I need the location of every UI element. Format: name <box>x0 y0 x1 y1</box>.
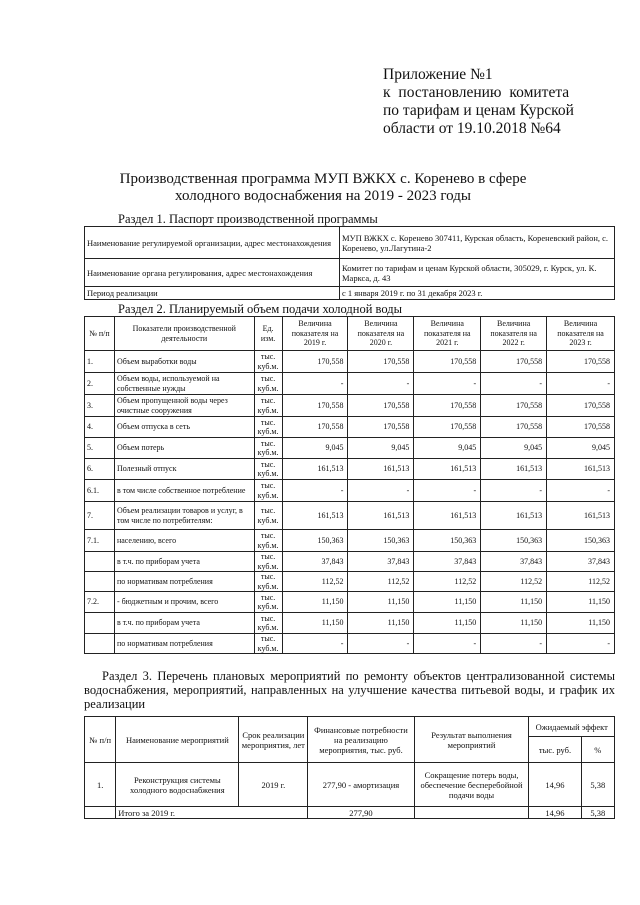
volume-row-unit: тыс. куб.м. <box>254 373 282 395</box>
passport-value: МУП ВЖКХ с. Коренево 307411, Курская область, Кореневский район, с. Коренево, ул.Лагутина-2 <box>340 227 615 259</box>
measures-total-label: Итого за 2019 г. <box>116 807 308 819</box>
volume-row-value: 9,045 <box>414 438 481 459</box>
volume-row-value: 37,843 <box>547 552 615 572</box>
volume-row-num: 7. <box>85 502 115 530</box>
volume-row-value: 112,52 <box>481 572 547 592</box>
volume-row-name: Объем реализации товаров и услуг, в том числе по потребителям: <box>114 502 254 530</box>
volume-row <box>85 417 615 438</box>
volume-row-value: - <box>414 634 481 654</box>
volume-row <box>85 438 615 459</box>
volume-row-num: 7.1. <box>85 530 115 552</box>
volume-row-value: 161,513 <box>547 502 615 530</box>
volume-row-value: 150,363 <box>348 530 414 552</box>
volume-row-unit: тыс. куб.м. <box>254 634 282 654</box>
volume-row-value: 170,558 <box>282 417 348 438</box>
passport-label: Период реализации <box>85 287 340 300</box>
passport-label: Наименование регулируемой организации, адрес местонахождения <box>85 227 340 259</box>
passport-row <box>85 287 615 300</box>
volume-row-unit: тыс. куб.м. <box>254 395 282 417</box>
volume-row-value: 11,150 <box>414 592 481 613</box>
volume-row-value: - <box>547 634 615 654</box>
measures-row <box>85 763 615 807</box>
volume-header-cell: Величина показателя на 2019 г. <box>282 317 348 351</box>
volume-row-value: 161,513 <box>481 459 547 480</box>
volume-row-value: - <box>282 373 348 395</box>
volume-row <box>85 572 615 592</box>
volume-row-value: 161,513 <box>481 502 547 530</box>
measures-num: 1. <box>85 763 116 807</box>
volume-row-num <box>85 613 115 634</box>
volume-row-value: 170,558 <box>547 417 615 438</box>
volume-row-name: в т.ч. по приборам учета <box>114 552 254 572</box>
volume-row-value: 11,150 <box>348 613 414 634</box>
measures-header-pct: % <box>581 737 614 763</box>
volume-row-value: 11,150 <box>348 592 414 613</box>
volume-header-cell: Показатели производственной деятельности <box>114 317 254 351</box>
measures-total-empty <box>85 807 116 819</box>
measures-header-name: Наименование мероприятий <box>116 717 239 763</box>
volume-row-name: - бюджетным и прочим, всего <box>114 592 254 613</box>
volume-row-name: Объем выработки воды <box>114 351 254 373</box>
volume-row <box>85 592 615 613</box>
volume-row <box>85 502 615 530</box>
volume-row-value: 37,843 <box>481 552 547 572</box>
volume-row-name: населению, всего <box>114 530 254 552</box>
volume-header-cell: Величина показателя на 2021 г. <box>414 317 481 351</box>
volume-row-num: 7.2. <box>85 592 115 613</box>
volume-row-unit: тыс. куб.м. <box>254 480 282 502</box>
volume-row-num: 5. <box>85 438 115 459</box>
volume-row-name: Объем отпуска в сеть <box>114 417 254 438</box>
volume-row-value: 11,150 <box>547 592 615 613</box>
volume-row-name: в том числе собственное потребление <box>114 480 254 502</box>
volume-row-value: 112,52 <box>348 572 414 592</box>
passport-row <box>85 227 615 259</box>
passport-value: Комитет по тарифам и ценам Курской области, 305029, г. Курск, ул. К. Маркса, д. 43 <box>340 259 615 287</box>
volume-row <box>85 634 615 654</box>
volume-row-value: 11,150 <box>414 613 481 634</box>
passport-value: с 1 января 2019 г. по 31 декабря 2023 г. <box>340 287 615 300</box>
measures-term: 2019 г. <box>239 763 308 807</box>
volume-row-num: 2. <box>85 373 115 395</box>
volume-row-value: 11,150 <box>481 613 547 634</box>
volume-row-value: 170,558 <box>481 417 547 438</box>
volume-row-value: 161,513 <box>414 459 481 480</box>
volume-row-value: 170,558 <box>414 417 481 438</box>
volume-row-value: - <box>414 480 481 502</box>
volume-row-unit: тыс. куб.м. <box>254 351 282 373</box>
volume-row-value: 170,558 <box>282 395 348 417</box>
volume-header-cell: Величина показателя на 2023 г. <box>547 317 615 351</box>
volume-row-name: Объем пропущенной воды через очистные сооружения <box>114 395 254 417</box>
volume-row-value: - <box>547 480 615 502</box>
appendix-line-1: Приложение №1 <box>383 66 493 83</box>
volume-row-value: 11,150 <box>282 592 348 613</box>
volume-row-value: 170,558 <box>348 351 414 373</box>
volume-row <box>85 373 615 395</box>
volume-row-num <box>85 634 115 654</box>
volume-row <box>85 351 615 373</box>
volume-row-name: по нормативам потребления <box>114 634 254 654</box>
measures-header-effect: Ожидаемый эффект <box>529 717 615 737</box>
volume-row <box>85 530 615 552</box>
volume-row-value: 150,363 <box>282 530 348 552</box>
volume-row-value: - <box>282 480 348 502</box>
volume-row-unit: тыс. куб.м. <box>254 592 282 613</box>
volume-row-value: - <box>282 634 348 654</box>
volume-row-unit: тыс. куб.м. <box>254 572 282 592</box>
volume-row-value: 37,843 <box>348 552 414 572</box>
volume-row-num <box>85 552 115 572</box>
volume-row-value: 170,558 <box>414 351 481 373</box>
volume-row-value: 150,363 <box>547 530 615 552</box>
volume-header-cell: Величина показателя на 2020 г. <box>348 317 414 351</box>
volume-row-value: - <box>348 634 414 654</box>
volume-row-unit: тыс. куб.м. <box>254 438 282 459</box>
passport-row <box>85 259 615 287</box>
measures-header-finance: Финансовые потребности на реализацию мероприятия, тыс. руб. <box>308 717 414 763</box>
volume-row-value: 161,513 <box>348 502 414 530</box>
volume-row <box>85 552 615 572</box>
volume-table <box>84 316 615 654</box>
volume-row-value: 150,363 <box>481 530 547 552</box>
volume-row-unit: тыс. куб.м. <box>254 417 282 438</box>
volume-row-value: - <box>348 480 414 502</box>
section3-heading: Раздел 3. Перечень плановых мероприятий по ремонту объектов централизованной системы водоснабжения, мероприятий, направленных на улучшение качества питьевой воды, и график их реализации <box>84 669 615 711</box>
volume-row-value: 11,150 <box>481 592 547 613</box>
volume-row-value: 161,513 <box>282 502 348 530</box>
volume-row-value: 170,558 <box>282 351 348 373</box>
volume-row-value: 11,150 <box>547 613 615 634</box>
volume-row-value: 161,513 <box>547 459 615 480</box>
volume-row <box>85 613 615 634</box>
volume-row-value: 170,558 <box>547 351 615 373</box>
volume-row-name: по нормативам потребления <box>114 572 254 592</box>
volume-row <box>85 395 615 417</box>
volume-row-value: - <box>414 373 481 395</box>
volume-row-value: 9,045 <box>348 438 414 459</box>
volume-row-value: 170,558 <box>414 395 481 417</box>
volume-row-value: 161,513 <box>282 459 348 480</box>
measures-table <box>84 716 615 819</box>
measures-finance: 277,90 - амортизация <box>308 763 414 807</box>
appendix-line-3: по тарифам и ценам Курской <box>383 102 574 119</box>
volume-row-num: 6. <box>85 459 115 480</box>
measures-header-term: Срок реализации мероприятия, лет <box>239 717 308 763</box>
volume-row-num: 1. <box>85 351 115 373</box>
measures-rub: 14,96 <box>529 763 581 807</box>
volume-row-name: Объем потерь <box>114 438 254 459</box>
document-title: Производственная программа МУП ВЖКХ с. Коренево в сфере холодного водоснабжения на 2019 - 2023 годы <box>119 171 527 204</box>
measures-total-empty <box>414 807 529 819</box>
measures-pct: 5,38 <box>581 763 614 807</box>
volume-header-cell: Величина показателя на 2022 г. <box>481 317 547 351</box>
volume-row-value: 37,843 <box>414 552 481 572</box>
volume-row-value: 170,558 <box>481 395 547 417</box>
volume-row-name: Объем воды, используемой на собственные нужды <box>114 373 254 395</box>
volume-row-num <box>85 572 115 592</box>
measures-total-pct: 5,38 <box>581 807 614 819</box>
measures-header-result: Результат выполнения мероприятий <box>414 717 529 763</box>
volume-row-value: 170,558 <box>481 351 547 373</box>
volume-row <box>85 459 615 480</box>
volume-row-value: - <box>481 480 547 502</box>
volume-row-value: 112,52 <box>282 572 348 592</box>
volume-row-value: 11,150 <box>282 613 348 634</box>
volume-row-name: Полезный отпуск <box>114 459 254 480</box>
volume-row-name: в т.ч. по приборам учета <box>114 613 254 634</box>
volume-row-unit: тыс. куб.м. <box>254 502 282 530</box>
measures-header-rub: тыс. руб. <box>529 737 581 763</box>
volume-row-unit: тыс. куб.м. <box>254 530 282 552</box>
volume-row-value: 170,558 <box>547 395 615 417</box>
volume-row-unit: тыс. куб.м. <box>254 552 282 572</box>
measures-header-num: № п/п <box>85 717 116 763</box>
volume-row-value: 161,513 <box>348 459 414 480</box>
measures-total-rub: 14,96 <box>529 807 581 819</box>
volume-row-value: 150,363 <box>414 530 481 552</box>
section2-heading: Раздел 2. Планируемый объем подачи холодной воды <box>118 302 403 316</box>
volume-row-unit: тыс. куб.м. <box>254 613 282 634</box>
volume-row <box>85 480 615 502</box>
volume-header-row <box>85 317 615 351</box>
volume-row-num: 6.1. <box>85 480 115 502</box>
volume-row-value: 9,045 <box>282 438 348 459</box>
volume-row-value: - <box>547 373 615 395</box>
volume-row-value: - <box>348 373 414 395</box>
volume-row-unit: тыс. куб.м. <box>254 459 282 480</box>
appendix-line-2: к постановлению комитета <box>383 84 570 101</box>
measures-total-row <box>85 807 615 819</box>
volume-row-value: - <box>481 373 547 395</box>
volume-row-num: 3. <box>85 395 115 417</box>
volume-header-cell: Ед. изм. <box>254 317 282 351</box>
passport-label: Наименование органа регулирования, адрес местонахождения <box>85 259 340 287</box>
measures-result: Сокращение потерь воды, обеспечение бесперебойной подачи воды <box>414 763 529 807</box>
volume-row-value: 112,52 <box>414 572 481 592</box>
volume-row-num: 4. <box>85 417 115 438</box>
appendix-block <box>383 66 603 138</box>
volume-row-value: 112,52 <box>547 572 615 592</box>
appendix-line-4: области от 19.10.2018 №64 <box>383 120 561 137</box>
volume-row-value: 170,558 <box>348 417 414 438</box>
volume-row-value: 170,558 <box>348 395 414 417</box>
measures-header-row <box>85 717 615 737</box>
volume-row-value: 37,843 <box>282 552 348 572</box>
volume-row-value: 9,045 <box>481 438 547 459</box>
section1-heading: Раздел 1. Паспорт производственной программы <box>118 212 378 226</box>
volume-header-cell: № п/п <box>85 317 115 351</box>
measures-name: Реконструкция системы холодного водоснабжения <box>116 763 239 807</box>
volume-row-value: - <box>481 634 547 654</box>
measures-total-finance: 277,90 <box>308 807 414 819</box>
volume-row-value: 9,045 <box>547 438 615 459</box>
volume-row-value: 161,513 <box>414 502 481 530</box>
passport-table <box>84 226 615 300</box>
